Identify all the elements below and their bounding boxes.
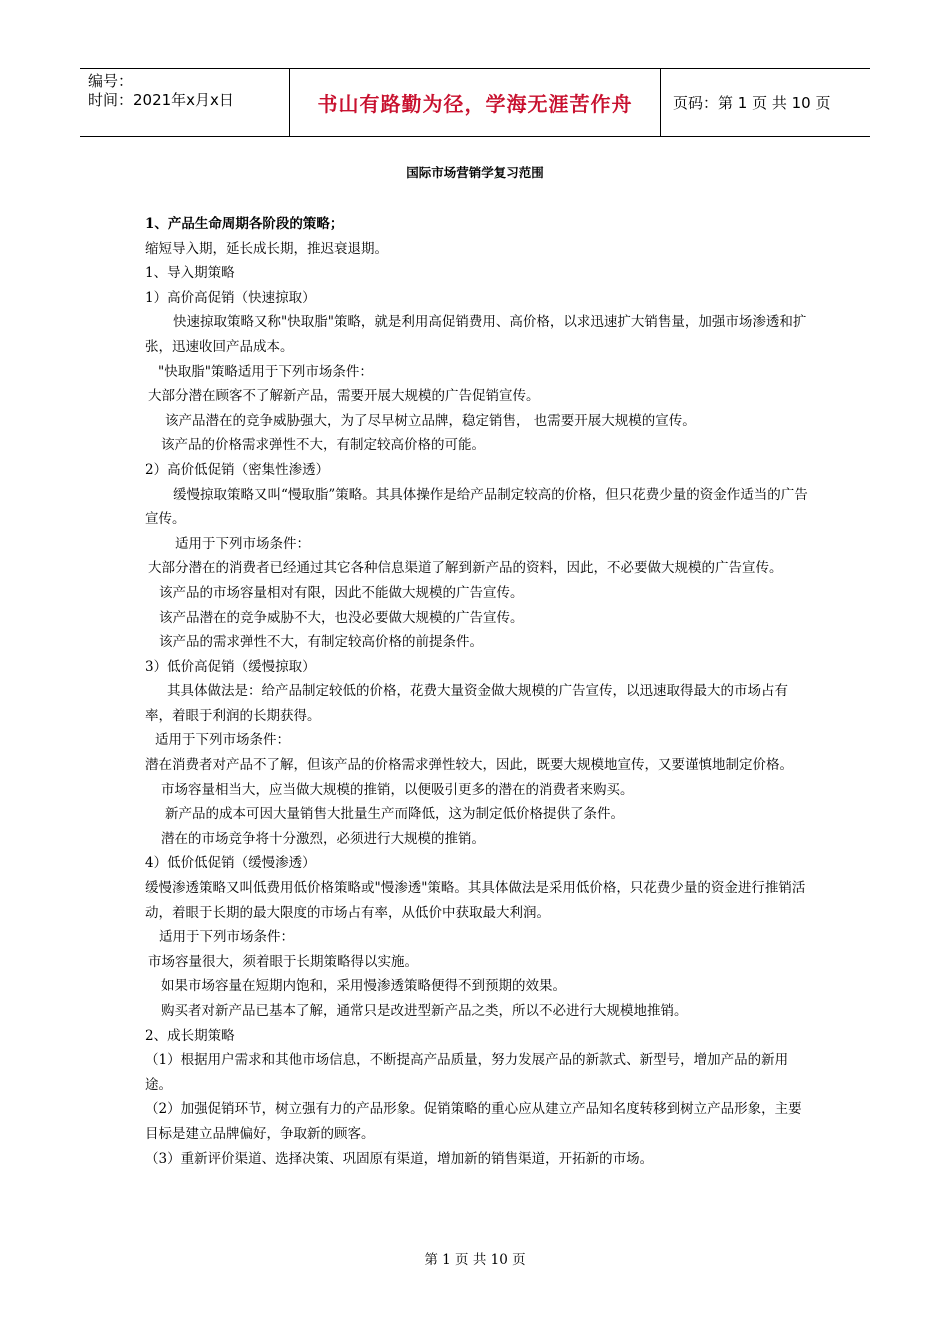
body-paragraph: 该产品的需求弹性不大，有制定较高价格的前提条件。 [159,634,483,651]
body-paragraph: 2、成长期策略 [145,1027,235,1044]
body-paragraph: 1、产品生命周期各阶段的策略； [145,216,344,232]
body-paragraph: 如果市场容量在短期内饱和，采用慢渗透策略便得不到预期的效果。 [161,978,566,995]
document-date: 时间：2021年x月x日 [88,91,234,109]
page-footer: 第 1 页 共 10 页 [424,1252,526,1268]
body-paragraph: 该产品的市场容量相对有限，因此不能做大规模的广告宣传。 [159,584,524,601]
document-title: 国际市场营销学复习范围 [406,165,544,180]
header-page-info: 页码：第 1 页 共 10 页 [673,94,831,112]
body-paragraph: 市场容量相当大，应当做大规模的推销，以便吸引更多的潜在的消费者来购买。 [161,781,634,798]
body-paragraph: 大部分潜在的消费者已经通过其它各种信息渠道了解到新产品的资料，因此，不必要做大规模的广告宣传。 [148,560,783,577]
body-paragraph: 适用于下列市场条件： [159,929,294,946]
body-paragraph: （2）加强促销环节，树立强有力的产品形象。促销策略的重心应从建立产品知名度转移到树立产品形象，主要目标是建立品牌偏好，争取新的顾客。 [145,1101,802,1142]
body-paragraph: 适用于下列市场条件： [155,732,290,749]
body-paragraph: 大部分潜在顾客不了解新产品，需要开展大规模的广告促销宣传。 [148,388,540,405]
body-paragraph: 快速掠取策略又称"快取脂"策略，就是利用高促销费用、高价格，以求迅速扩大销售量，加强市场渗透和扩张，迅速收回产品成本。 [145,314,807,355]
body-paragraph: 缓慢渗透策略又叫低费用低价格策略或"慢渗透"策略。其具体做法是采用低价格，只花费少量的资金进行推销活动，着眼于长期的最大限度的市场占有率，从低价中获取最大利润。 [145,880,806,921]
body-paragraph: 1、导入期策略 [145,265,235,282]
body-paragraph: 该产品潜在的竞争威胁不大，也没必要做大规模的广告宣传。 [159,609,524,626]
body-paragraph: （3）重新评价渠道、选择决策、巩固原有渠道，增加新的销售渠道，开拓新的市场。 [145,1150,654,1167]
body-paragraph: 该产品潜在的竞争威胁强大，为了尽早树立品牌，稳定销售， 也需要开展大规模的宣传。 [165,412,696,429]
body-paragraph: 该产品的价格需求弹性不大，有制定较高价格的可能。 [161,437,485,454]
body-paragraph: 4）低价低促销（缓慢渗透） [145,855,316,872]
body-paragraph: 缩短导入期，延长成长期，推迟衰退期。 [145,240,388,257]
body-paragraph: 潜在消费者对产品不了解，但该产品的价格需求弹性较大，因此，既要大规模地宣传，又要谨慎地制定价格。 [145,757,793,774]
body-paragraph: 适用于下列市场条件： [175,535,310,552]
body-paragraph: 其具体做法是：给产品制定较低的价格，花费大量资金做大规模的广告宣传，以迅速取得最大的市场占有率，着眼于利润的长期获得。 [145,683,788,724]
body-paragraph: 购买者对新产品已基本了解，通常只是改进型新产品之类，所以不必进行大规模地推销。 [161,1003,688,1019]
body-paragraph: 新产品的成本可因大量销售大批量生产而降低，这为制定低价格提供了条件。 [165,806,624,823]
header-motto: 书山有路勤为径，学海无涯苦作舟 [290,69,661,136]
body-paragraph: 3）低价高促销（缓慢掠取） [145,658,316,675]
document-body [145,212,810,1171]
body-paragraph: 潜在的市场竞争将十分激烈，必须进行大规模的推销。 [161,830,485,847]
body-paragraph: "快取脂"策略适用于下列市场条件： [158,363,373,380]
body-paragraph: 1）高价高促销（快速掠取） [145,289,316,306]
body-paragraph: 缓慢掠取策略又叫“慢取脂”策略。其具体操作是给产品制定较高的价格，但只花费少量的资金作适当的广告宣传。 [145,486,808,528]
document-number-label: 编号： [88,72,134,90]
document-header [80,68,870,137]
body-paragraph: 市场容量很大，须着眼于长期策略得以实施。 [148,953,418,970]
body-paragraph: （1）根据用户需求和其他市场信息，不断提高产品质量，努力发展产品的新款式、新型号，增加产品的新用途。 [145,1052,789,1093]
header-meta [80,69,290,136]
body-paragraph: 2）高价低促销（密集性渗透） [145,461,330,478]
